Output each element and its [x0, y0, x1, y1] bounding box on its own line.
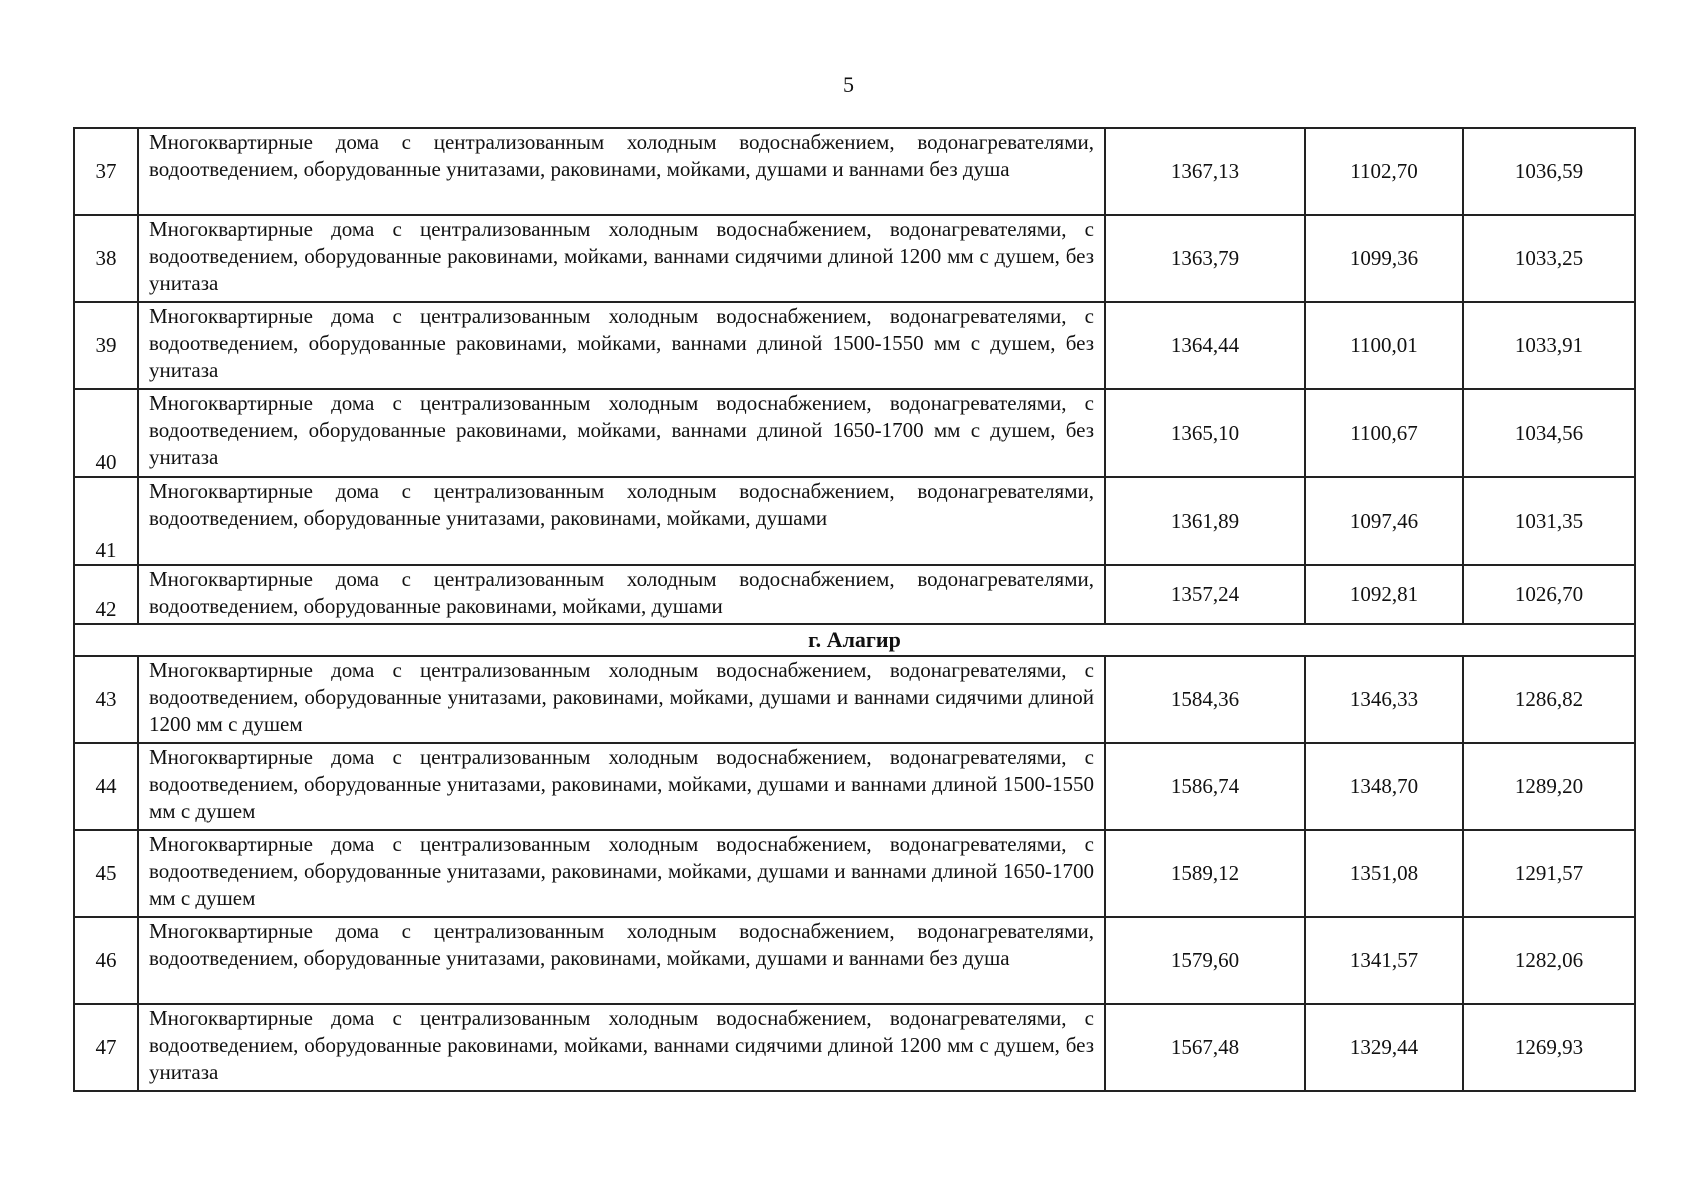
- row-value-3: 1033,91: [1463, 302, 1635, 389]
- row-number: 38: [74, 215, 138, 302]
- table-row: [74, 743, 1635, 830]
- row-number: 47: [74, 1004, 138, 1091]
- table-row: [74, 302, 1635, 389]
- row-value-2: 1346,33: [1305, 656, 1463, 743]
- row-value-2: 1351,08: [1305, 830, 1463, 917]
- row-number: 41: [74, 477, 138, 565]
- row-description: Многоквартирные дома с централизованным холодным водоснабжением, водонагревателями, водоотведением, оборудованные унитазами, раковинами, мойками, душами и ваннами без душа: [138, 917, 1105, 1004]
- row-value-3: 1026,70: [1463, 565, 1635, 624]
- row-value-3: 1269,93: [1463, 1004, 1635, 1091]
- row-description: Многоквартирные дома с централизованным холодным водоснабжением, водонагревателями, с водоотведением, оборудованные раковинами, мойками, ваннами сидячими длиной 1200 мм с душем, без унитаза: [138, 215, 1105, 302]
- row-value-2: 1100,67: [1305, 389, 1463, 477]
- table-row: [74, 917, 1635, 1004]
- row-number: 46: [74, 917, 138, 1004]
- row-number: 43: [74, 656, 138, 743]
- row-number: 40: [74, 389, 138, 477]
- row-number: 42: [74, 565, 138, 624]
- row-description: Многоквартирные дома с централизованным холодным водоснабжением, водонагревателями, с водоотведением, оборудованные раковинами, мойками, ваннами сидячими длиной 1200 мм с душем, без унитаза: [138, 1004, 1105, 1091]
- row-value-3: 1036,59: [1463, 128, 1635, 215]
- table-row: [74, 215, 1635, 302]
- row-value-2: 1100,01: [1305, 302, 1463, 389]
- row-value-1: 1367,13: [1105, 128, 1305, 215]
- row-value-1: 1364,44: [1105, 302, 1305, 389]
- row-value-2: 1348,70: [1305, 743, 1463, 830]
- row-value-3: 1034,56: [1463, 389, 1635, 477]
- row-description: Многоквартирные дома с централизованным холодным водоснабжением, водонагревателями, с водоотведением, оборудованные унитазами, раковинами, мойками, душами и ваннами длиной 1500-1550 мм с душем: [138, 743, 1105, 830]
- row-description: Многоквартирные дома с централизованным холодным водоснабжением, водонагревателями, водоотведением, оборудованные унитазами, раковинами, мойками, душами и ваннами без душа: [138, 128, 1105, 215]
- row-value-1: 1365,10: [1105, 389, 1305, 477]
- row-number: 44: [74, 743, 138, 830]
- row-description: Многоквартирные дома с централизованным холодным водоснабжением, водонагревателями, с водоотведением, оборудованные раковинами, мойками, ваннами длиной 1650-1700 мм с душем, без унитаза: [138, 389, 1105, 477]
- row-value-1: 1584,36: [1105, 656, 1305, 743]
- row-value-3: 1282,06: [1463, 917, 1635, 1004]
- row-number: 39: [74, 302, 138, 389]
- row-value-1: 1586,74: [1105, 743, 1305, 830]
- row-description: Многоквартирные дома с централизованным холодным водоснабжением, водонагревателями, с водоотведением, оборудованные раковинами, мойками, ваннами длиной 1500-1550 мм с душем, без унитаза: [138, 302, 1105, 389]
- row-value-1: 1567,48: [1105, 1004, 1305, 1091]
- row-description: Многоквартирные дома с централизованным холодным водоснабжением, водонагревателями, водоотведением, оборудованные унитазами, раковинами, мойками, душами: [138, 477, 1105, 565]
- table-row: [74, 128, 1635, 215]
- section-title: г. Алагир: [74, 624, 1635, 656]
- row-value-2: 1329,44: [1305, 1004, 1463, 1091]
- row-description: Многоквартирные дома с централизованным холодным водоснабжением, водонагревателями, с водоотведением, оборудованные унитазами, раковинами, мойками, душами и ваннами длиной 1650-1700 мм с душем: [138, 830, 1105, 917]
- row-description: Многоквартирные дома с централизованным холодным водоснабжением, водонагревателями, с водоотведением, оборудованные унитазами, раковинами, мойками, душами и ваннами сидячими длиной 1200 мм с душем: [138, 656, 1105, 743]
- row-number: 45: [74, 830, 138, 917]
- table-row: [74, 389, 1635, 477]
- row-value-2: 1102,70: [1305, 128, 1463, 215]
- tariff-table-body: [74, 128, 1635, 1091]
- row-value-2: 1092,81: [1305, 565, 1463, 624]
- row-value-3: 1031,35: [1463, 477, 1635, 565]
- row-value-3: 1291,57: [1463, 830, 1635, 917]
- table-row: [74, 830, 1635, 917]
- row-value-3: 1289,20: [1463, 743, 1635, 830]
- row-value-3: 1286,82: [1463, 656, 1635, 743]
- row-description: Многоквартирные дома с централизованным холодным водоснабжением, водонагревателями, водоотведением, оборудованные раковинами, мойками, душами: [138, 565, 1105, 624]
- page-number: 5: [843, 72, 854, 97]
- row-value-1: 1363,79: [1105, 215, 1305, 302]
- table-row: [74, 477, 1635, 565]
- row-number: 37: [74, 128, 138, 215]
- row-value-2: 1097,46: [1305, 477, 1463, 565]
- row-value-2: 1099,36: [1305, 215, 1463, 302]
- row-value-2: 1341,57: [1305, 917, 1463, 1004]
- row-value-1: 1589,12: [1105, 830, 1305, 917]
- table-row: [74, 656, 1635, 743]
- row-value-1: 1357,24: [1105, 565, 1305, 624]
- tariff-table: [73, 127, 1636, 1092]
- table-row: [74, 565, 1635, 624]
- row-value-3: 1033,25: [1463, 215, 1635, 302]
- row-value-1: 1361,89: [1105, 477, 1305, 565]
- row-value-1: 1579,60: [1105, 917, 1305, 1004]
- table-row: [74, 1004, 1635, 1091]
- section-header-row: [74, 624, 1635, 656]
